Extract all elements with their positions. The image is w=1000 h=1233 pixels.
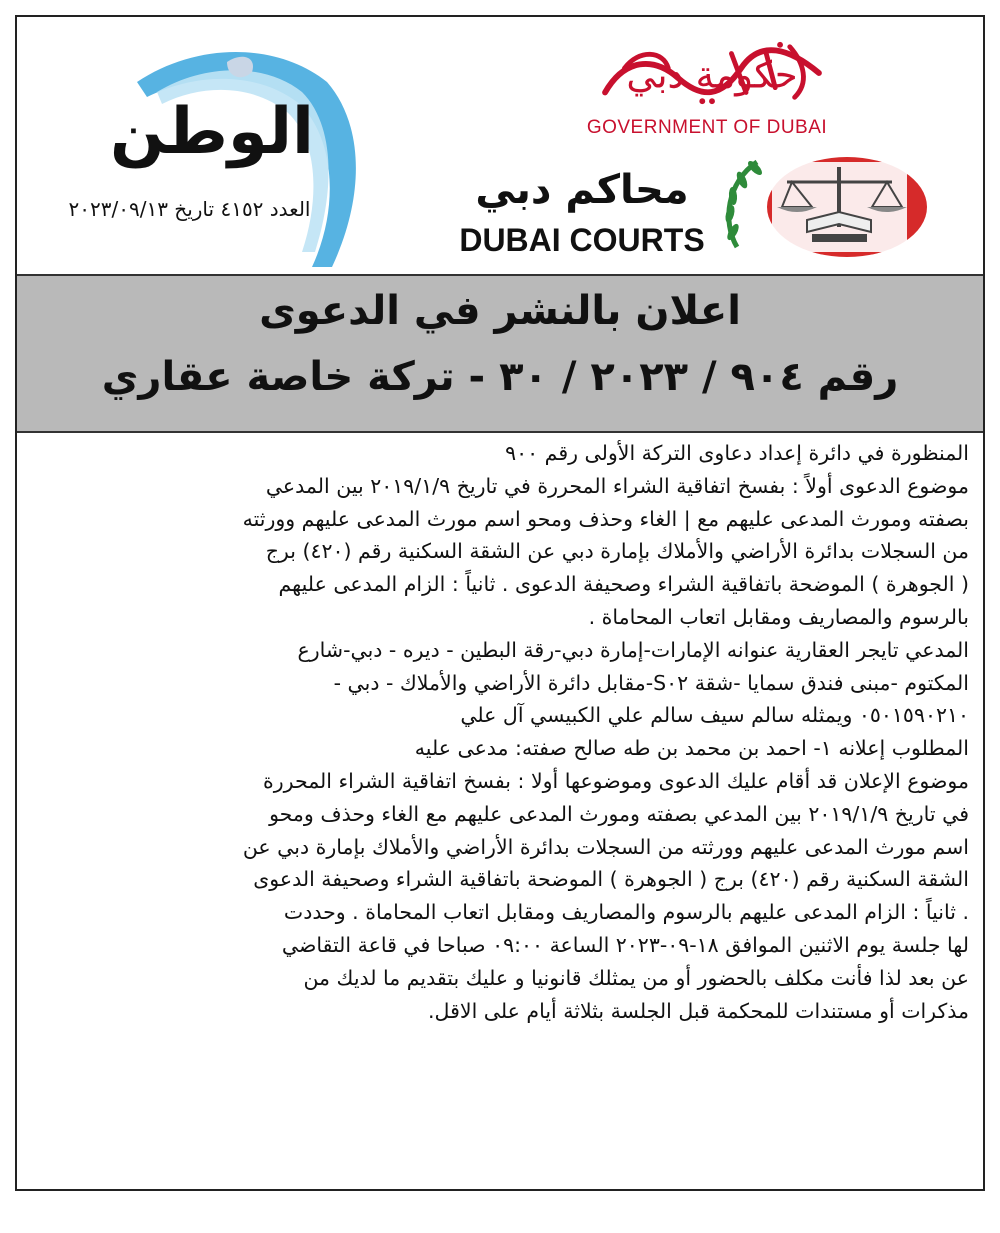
body-line: من السجلات بدائرة الأراضي والأملاك بإمارة دبي عن الشقة السكنية رقم (٤٢٠) برج <box>265 539 969 564</box>
body-line: عن بعد لذا فأنت مكلف بالحضور أو من يمثلك قانونيا و عليك بتقديم ما لديك من <box>303 965 969 990</box>
body-line: المنظورة في دائرة إعداد دعاوى التركة الأولى رقم ٩٠٠ <box>505 441 969 465</box>
body-line: بصفته ومورث المدعى عليهم مع | الغاء وحذف ومحو اسم مورث المدعى عليهم وورثته <box>242 506 969 531</box>
title-band <box>17 274 983 433</box>
dubai-courts-emblem <box>717 152 932 262</box>
body-line: ٠٥٠١٥٩٠٢١٠ ويمثله سالم سيف سالم علي الكبيسي آل علي <box>460 703 969 728</box>
notice-title: اعلان بالنشر في الدعوى <box>259 288 741 334</box>
body-line: لها جلسة يوم الاثنين الموافق ١٨-٠٩-٢٠٢٣ الساعة ٠٩:٠٠ صباحا في قاعة التقاضي <box>281 932 969 957</box>
body-line: اسم مورث المدعى عليهم وورثته من السجلات بدائرة الأراضي والأملاك بإمارة دبي عن <box>242 834 969 859</box>
body-line: ( الجوهرة ) الموضحة باتفاقية الشراء وصحيفة الدعوى . ثانياً : الزام المدعى عليهم <box>278 572 969 597</box>
notice-frame <box>15 15 985 1191</box>
notice-body <box>39 437 969 1027</box>
header <box>17 17 983 272</box>
body-line: . ثانياً : الزام المدعى عليهم بالرسوم والمصاريف ومقابل اتعاب المحاماة . وحددت <box>283 900 969 925</box>
gov-name-en: GOVERNMENT OF DUBAI <box>586 117 828 138</box>
gov-calligraphy-logo <box>582 39 842 109</box>
body-line: موضوع الدعوى أولاً : بفسخ اتفاقية الشراء المحررة في تاريخ ٢٠١٩/١/٩ بين المدعي <box>265 473 969 498</box>
body-line: بالرسوم والمصاريف ومقابل اتعاب المحاماة . <box>588 604 969 629</box>
body-line: المطلوب إعلانه ١- احمد بن محمد بن طه صالح صفته: مدعى عليه <box>414 736 969 761</box>
body-line: موضوع الإعلان قد أقام عليك الدعوى وموضوعها أولا : بفسخ اتفاقية الشراء المحررة <box>263 768 969 793</box>
courts-name-en: DUBAI COURTS <box>459 222 705 258</box>
gov-name-ar: حكومة دبي <box>626 53 798 97</box>
courts-name-ar: محاكم دبي <box>475 167 689 213</box>
government-of-dubai-logo <box>557 31 857 151</box>
body-line: الشقة السكنية رقم (٤٢٠) برج ( الجوهرة ) الموضحة باتفاقية الشراء وصحيفة الدعوى <box>253 867 969 892</box>
body-line: في تاريخ ٢٠١٩/١/٩ بين المدعي بصفته ومورث المدعى عليهم مع الغاء وحذف ومحو <box>269 801 969 826</box>
body-line: مذكرات أو مستندات للمحكمة قبل الجلسة بثلاثة أيام على الاقل. <box>428 998 969 1023</box>
case-number-title: رقم ٩٠٤ / ٢٠٢٣ / ٣٠ - تركة خاصة عقاري <box>101 354 899 400</box>
issue-number-date: العدد ٤١٥٢ تاريخ ٢٠٢٣/٠٩/١٣ <box>68 197 311 221</box>
body-line: المدعي تايجر العقارية عنوانه الإمارات-إمارة دبي-رقة البطين - ديره - دبي-شارع <box>297 637 969 662</box>
newspaper-name: الوطن <box>110 95 314 169</box>
body-line: المكتوم -مبنى فندق سمايا -شقة S٠٢-مقابل دائرة الأراضي والأملاك - دبي - <box>333 670 969 695</box>
